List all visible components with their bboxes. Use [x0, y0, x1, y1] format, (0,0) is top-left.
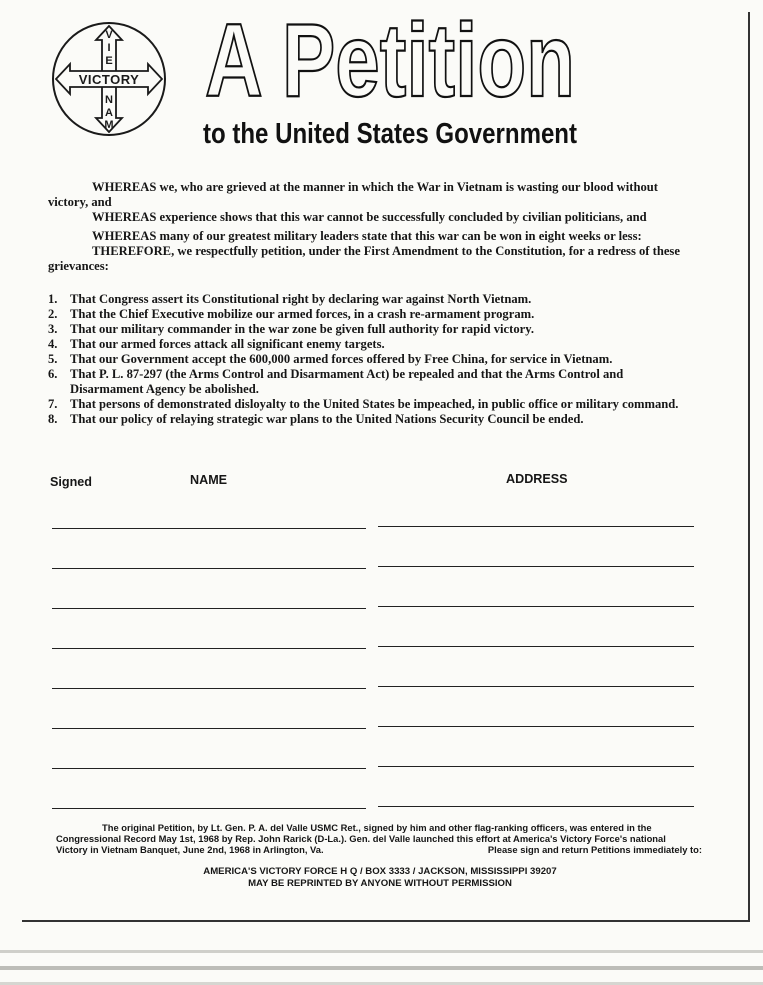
whereas-1: WHEREAS we, who are grieved at the manner in which the War in Vietnam is wasting our blood without victory, and — [48, 180, 658, 209]
name-signature-line[interactable] — [52, 688, 366, 689]
demand-number: 5. — [48, 352, 58, 366]
name-signature-line[interactable] — [52, 608, 366, 609]
address-signature-line[interactable] — [378, 646, 694, 647]
demand-number: 1. — [48, 292, 58, 306]
victory-in-vietnam-logo — [50, 20, 168, 138]
demand-text: That our Government accept the 600,000 armed forces offered by Free China, for service in Vietnam. — [70, 352, 613, 366]
mailing-address-line: AMERICA'S VICTORY FORCE H Q / BOX 3333 / JACKSON, MISSISSIPPI 39207 — [203, 866, 557, 877]
address-signature-line[interactable] — [378, 766, 694, 767]
scan-edge-noise — [0, 948, 763, 985]
name-signature-line[interactable] — [52, 648, 366, 649]
signed-label: Signed — [50, 475, 92, 489]
address-signature-line[interactable] — [378, 606, 694, 607]
address-signature-line[interactable] — [378, 806, 694, 807]
footer-line-2: Congressional Record May 1st, 1968 by Rep. John Rarick (D-La.). Gen. del Valle launched this effort at America's Victory Force's national — [56, 833, 666, 844]
logo-letter: M — [104, 119, 114, 131]
subtitle-text: to the United States Government — [203, 118, 578, 150]
logo-letter: N — [105, 94, 113, 106]
demand-number: 6. — [48, 367, 58, 381]
name-signature-line[interactable] — [52, 768, 366, 769]
demand-text: That our armed forces attack all significant enemy targets. — [70, 337, 385, 351]
logo-letter: A — [105, 107, 113, 119]
whereas-3: WHEREAS many of our greatest military leaders state that this war can be won in eight weeks or less: — [92, 229, 642, 243]
demand-text: That our policy of relaying strategic war plans to the United Nations Security Council be ended. — [70, 412, 584, 426]
petition-body — [48, 180, 696, 427]
footer-note — [56, 822, 702, 855]
logo-letter: I — [107, 42, 111, 54]
demand-number: 2. — [48, 307, 58, 321]
demand-item — [48, 397, 696, 412]
title-text: A Petition — [205, 3, 575, 119]
demand-item — [48, 307, 696, 322]
address-signature-line[interactable] — [378, 526, 694, 527]
whereas-2: WHEREAS experience shows that this war cannot be successfully concluded by civilian politicians, and — [92, 210, 647, 224]
demand-number: 3. — [48, 322, 58, 336]
page-title — [200, 3, 580, 119]
demand-item — [48, 352, 696, 367]
demand-text: That our military commander in the war zone be given full authority for rapid victory. — [70, 322, 534, 336]
therefore-clause: THEREFORE, we respectfully petition, under the First Amendment to the Constitution, for a redress of these grievances: — [48, 244, 680, 273]
demand-item — [48, 292, 696, 307]
footer-line-1: The original Petition, by Lt. Gen. P. A. del Valle USMC Ret., signed by him and other flag-ranking officers, was entered in the — [102, 822, 652, 833]
name-column-header: NAME — [190, 473, 228, 487]
logo-letter: E — [105, 55, 113, 67]
name-signature-line[interactable] — [52, 728, 366, 729]
demand-number: 4. — [48, 337, 58, 351]
name-signature-line[interactable] — [52, 808, 366, 809]
address-column-header: ADDRESS — [506, 472, 568, 486]
demand-number: 8. — [48, 412, 58, 426]
return-instruction: Please sign and return Petitions immediately to: — [487, 844, 702, 855]
demand-number: 7. — [48, 397, 58, 411]
name-signature-line[interactable] — [52, 568, 366, 569]
address-signature-line[interactable] — [378, 566, 694, 567]
demands-list — [48, 292, 696, 427]
logo-letter: V — [105, 29, 113, 41]
demand-item — [48, 412, 696, 427]
page-subtitle — [200, 112, 580, 152]
demand-text: That persons of demonstrated disloyalty to the United States be impeached, in public office or military command. — [70, 397, 679, 411]
demand-item — [48, 367, 696, 397]
demand-text: That P. L. 87-297 (the Arms Control and Disarmament Act) be repealed and that the Arms Control and Disarmament Agency be abolished. — [70, 367, 624, 396]
demand-item — [48, 337, 696, 352]
demand-text: That the Chief Executive mobilize our armed forces, in a crash re-armament program. — [70, 307, 535, 321]
mailing-address — [100, 866, 660, 890]
address-signature-line[interactable] — [378, 726, 694, 727]
logo-victory-text: VICTORY — [78, 72, 140, 87]
footer-line-3: Victory in Vietnam Banquet, June 2nd, 1968 in Arlington, Va. — [56, 844, 324, 855]
demand-text: That Congress assert its Constitutional right by declaring war against North Vietnam. — [70, 292, 532, 306]
demand-item — [48, 322, 696, 337]
name-signature-line[interactable] — [52, 528, 366, 529]
reprint-notice: MAY BE REPRINTED BY ANYONE WITHOUT PERMISSION — [248, 878, 512, 889]
address-signature-line[interactable] — [378, 686, 694, 687]
